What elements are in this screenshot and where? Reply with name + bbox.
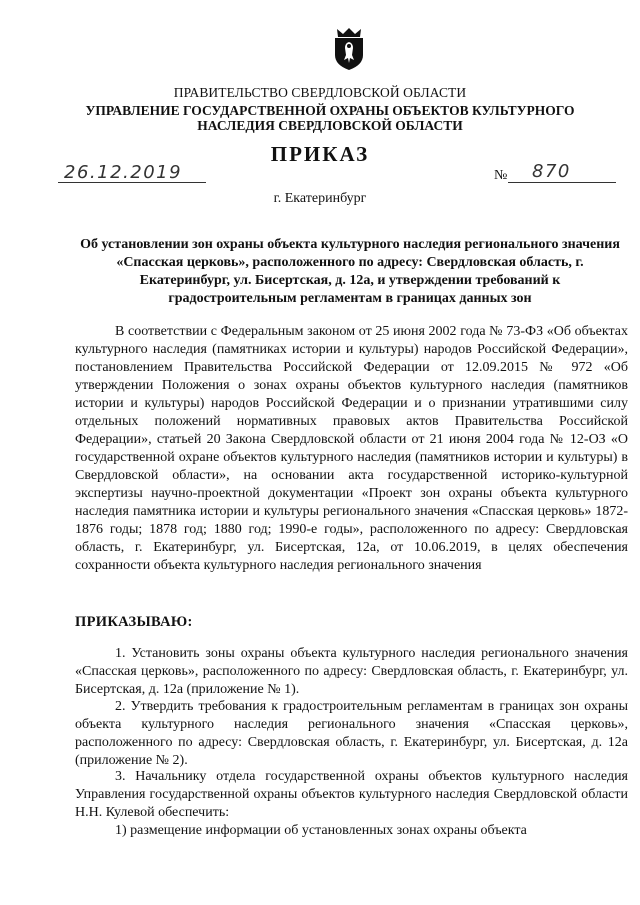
number-label: № [494, 168, 508, 183]
order-item-3: 3. Начальнику отдела государственной охраны объектов культурного наследия Управления государственной охраны объектов культурного наследия Свердловской области Н.Н. Кулевой обеспечить: [75, 769, 628, 820]
coat-of-arms-icon [331, 25, 367, 71]
date-underline [58, 182, 206, 183]
order-heading: ПРИКАЗЫВАЮ: [75, 614, 193, 630]
order-subitem-3-1: 1) размещение информации об установленных зонах охраны объекта [115, 823, 527, 838]
government-name: ПРАВИТЕЛЬСТВО СВЕРДЛОВСКОЙ ОБЛАСТИ [173, 85, 467, 100]
document-number: 870 [532, 161, 571, 182]
preamble-paragraph: В соответствии с Федеральным законом от 25 июня 2002 года № 73-ФЗ «Об объектах культурного наследия (памятниках истории и культуры) народов Российской Федерации», постановлением Правительства Российской Федерации от 12.09.2015 № 972 «Об утверждении Положения о зонах охраны объектов культурного наследия (памятников истории и культуры) народов Российской Федерации и о признании утратившими силу отдельных положений нормативных правовых актов Правительства Российской Федерации», статьей 20 Закона Свердловской области от 21 июня 2004 года № 12-ОЗ «О государственной охране объектов культурного наследия (памятников истории и культуры) в Свердловской области», на основании акта государственной историко-культурной экспертизы научно-проектной документации «Проект зон охраны объекта культурного наследия памятника истории и культуры регионального значения «Спасская церковь» 1872-1876 годы; 1878 год; 1880 год; 1990-е годы», расположенного по адресу: Свердловская область, г. Екатеринбург, ул. Бисертская, 12а, от 10.06.2019, в целях обеспечения сохранности объекта культурного наследия регионального значения [75, 324, 628, 573]
document-subject: Об установлении зон охраны объекта культурного наследия регионального значения «Спасская церковь», расположенного по адресу: Свердловская область, г. Екатеринбург, ул. Бисертская, д. 12а, и утверждении требований к градостроительным регламентам в границах данных зон [80, 237, 620, 306]
order-item-2: 2. Утвердить требования к градостроительным регламентам в границах зон охраны объекта культурного наследия регионального значения «Спасская церковь», расположенного по адресу: Свердловская область, г. Екатеринбург, ул. Бисертская, д. 12а (приложение № 2). [75, 699, 628, 768]
city: г. Екатеринбург [273, 191, 367, 206]
document-type: ПРИКАЗ [270, 142, 370, 166]
number-underline [508, 182, 616, 183]
department-name: УПРАВЛЕНИЕ ГОСУДАРСТВЕННОЙ ОХРАНЫ ОБЪЕКТОВ КУЛЬТУРНОГО НАСЛЕДИЯ СВЕРДЛОВСКОЙ ОБЛАСТИ [85, 103, 575, 133]
order-item-1: 1. Установить зоны охраны объекта культурного наследия регионального значения «Спасская церковь», расположенного по адресу: Свердловская область, г. Екатеринбург, ул. Бисертская, д. 12а (приложение № 1). [75, 646, 628, 697]
document-date: 26.12.2019 [64, 162, 183, 183]
